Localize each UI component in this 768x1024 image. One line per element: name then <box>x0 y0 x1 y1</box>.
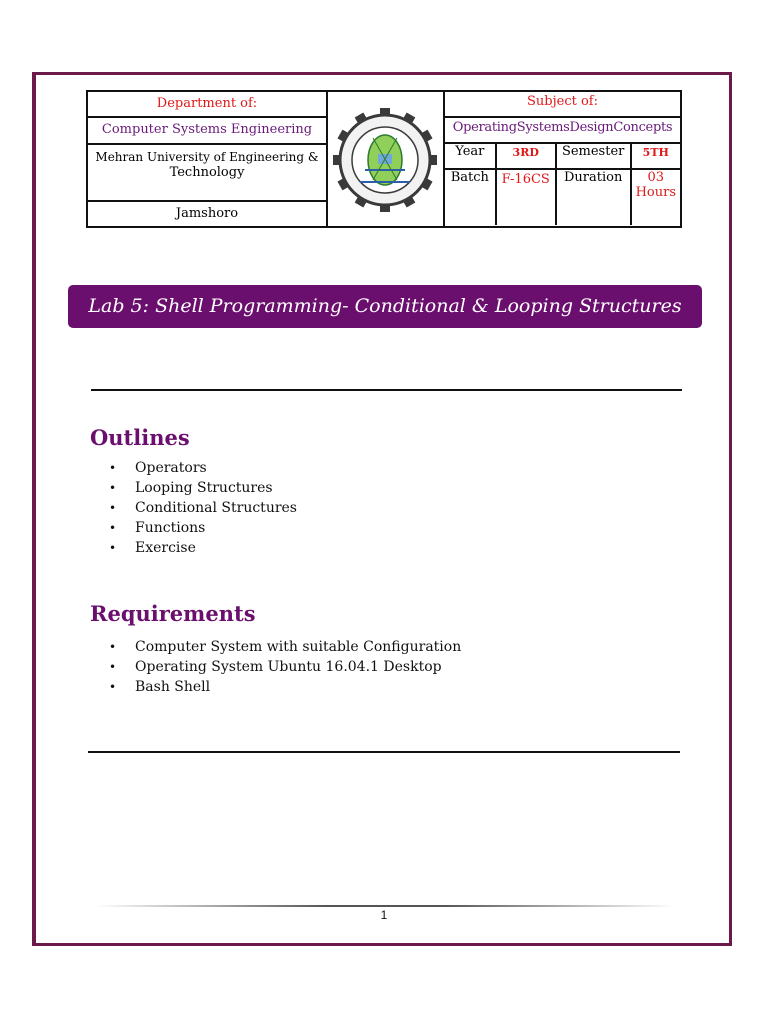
department-label: Department of: <box>87 91 327 117</box>
requirements-heading: Requirements <box>90 601 256 626</box>
batch-value: F-16CS <box>496 169 556 225</box>
list-item: • Looping Structures <box>104 478 297 498</box>
logo-cell <box>327 91 444 227</box>
requirements-list <box>104 637 461 697</box>
subject-table <box>445 92 680 225</box>
lab-header-table <box>86 90 682 228</box>
batch-label: Batch <box>445 169 496 225</box>
duration-label: Duration <box>556 169 631 225</box>
duration-number: 03 <box>647 170 665 185</box>
subject-name: OperatingSystemsDesignConcepts <box>445 117 680 143</box>
list-item: • Exercise <box>104 538 297 558</box>
subject-cell <box>444 91 681 227</box>
semester-label: Semester <box>556 143 631 169</box>
list-item: • Computer System with suitable Configuration <box>104 637 461 657</box>
list-item: • Bash Shell <box>104 677 461 697</box>
subject-label: Subject of: <box>445 92 680 117</box>
university-line-1: Mehran University of Engineering & <box>95 149 319 164</box>
footer-rule <box>95 905 675 907</box>
outlines-heading: Outlines <box>90 425 190 450</box>
university-line-2: Technology <box>169 164 245 180</box>
year-label: Year <box>445 143 496 169</box>
top-divider <box>91 389 682 391</box>
semester-value: 5TH <box>631 143 680 169</box>
year-value: 3RD <box>496 143 556 169</box>
university-name <box>87 144 327 202</box>
outlines-list <box>104 458 297 558</box>
duration-unit: Hours <box>635 185 676 200</box>
department-name: Computer Systems Engineering <box>87 117 327 144</box>
list-item: • Functions <box>104 518 297 538</box>
list-item: • Operators <box>104 458 297 478</box>
lab-title-banner: Lab 5: Shell Programming- Conditional & Looping Structures <box>68 285 702 328</box>
list-item: • Conditional Structures <box>104 498 297 518</box>
university-seal-icon <box>328 92 443 222</box>
page-number: 1 <box>380 908 388 922</box>
bottom-divider <box>88 751 680 753</box>
list-item: • Operating System Ubuntu 16.04.1 Desktop <box>104 657 461 677</box>
city-name: Jamshoro <box>87 201 327 227</box>
duration-value <box>631 169 680 225</box>
